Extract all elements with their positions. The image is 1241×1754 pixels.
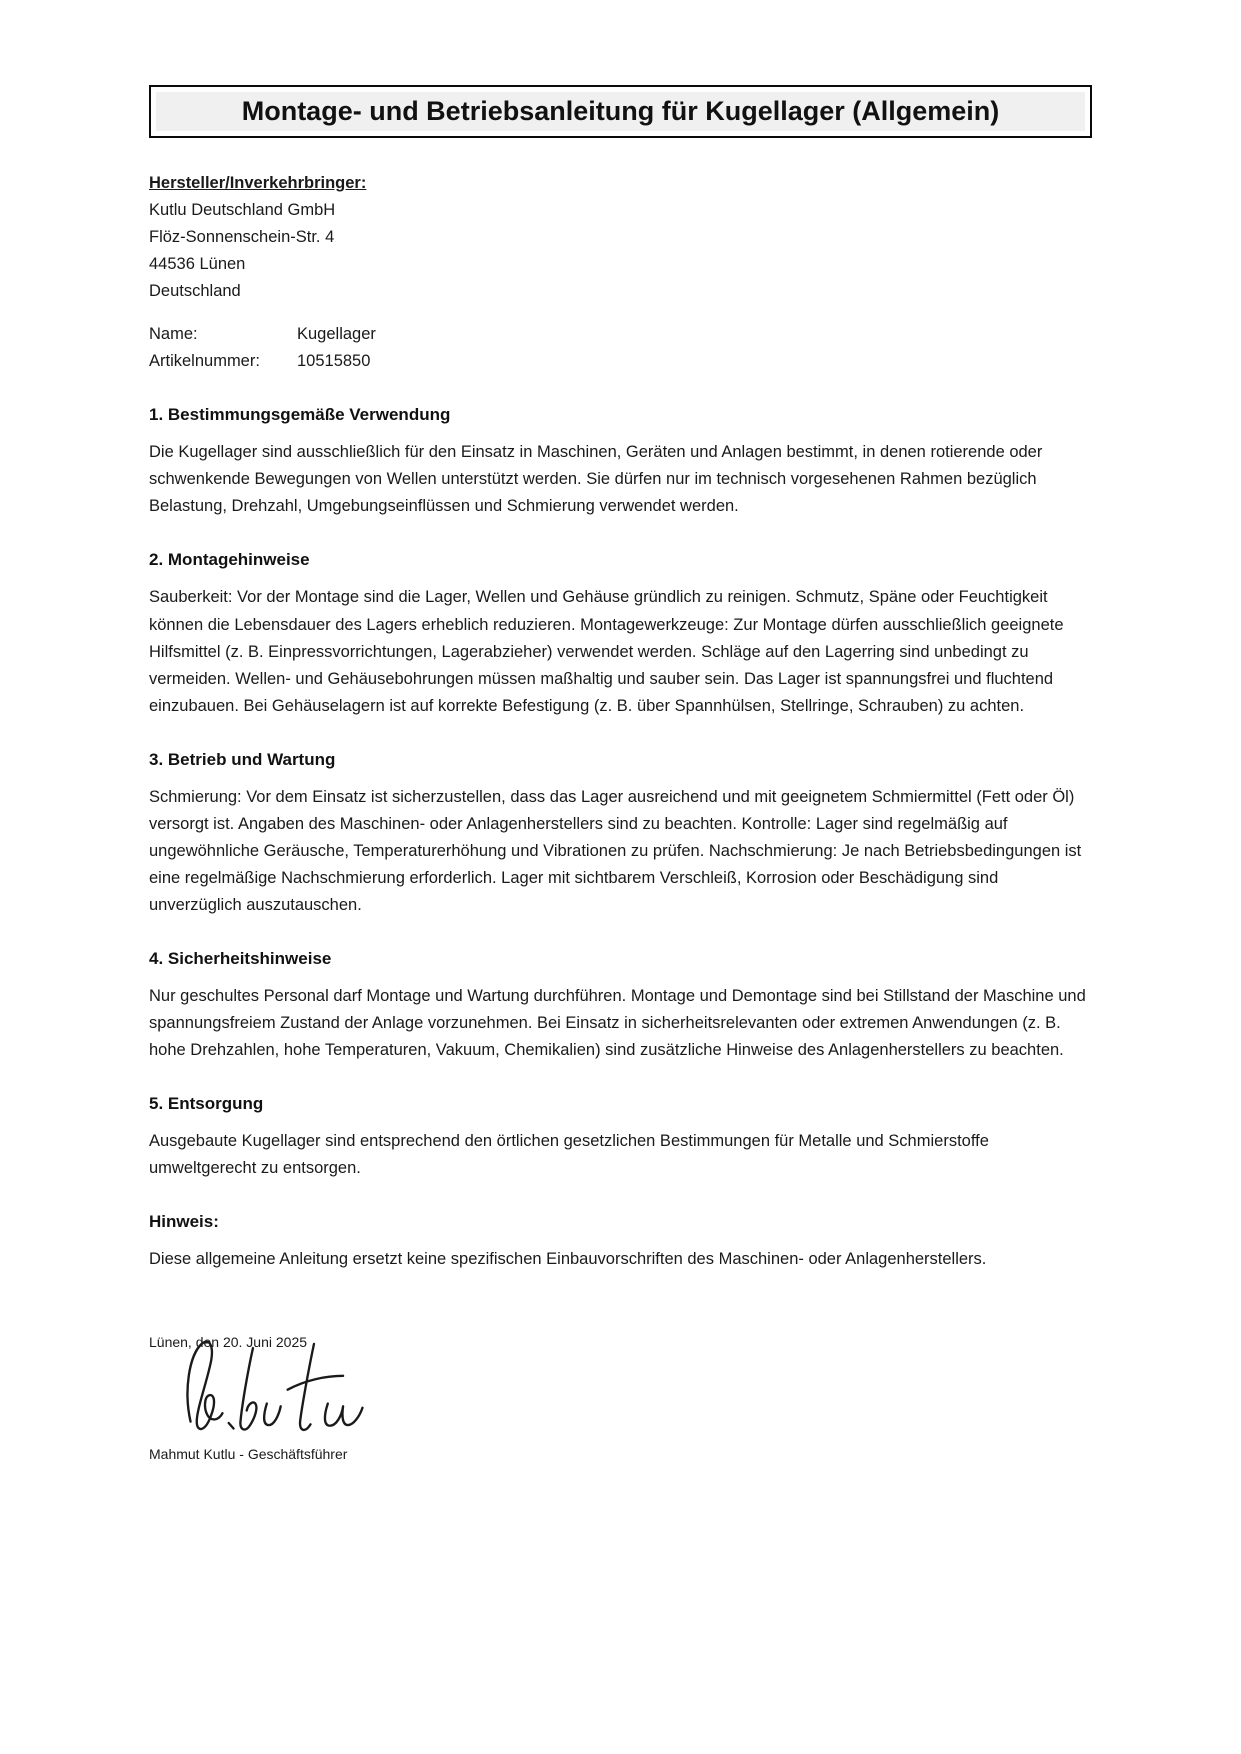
article-number-label: Artikelnummer: bbox=[149, 352, 260, 371]
article-number-value: 10515850 bbox=[297, 352, 371, 371]
product-info bbox=[149, 321, 1092, 375]
section-safety-notes bbox=[149, 949, 1092, 1064]
section-intended-use bbox=[149, 405, 1092, 520]
handwritten-signature bbox=[171, 1337, 1092, 1441]
section-disposal bbox=[149, 1094, 1092, 1182]
manufacturer-block bbox=[149, 170, 1092, 305]
section-intended-use-body: Die Kugellager sind ausschließlich für den Einsatz in Maschinen, Geräten und Anlagen bestimmt, in denen rotierende oder schwenkende Bewegungen von Wellen unterstützt werden. Sie dürfen nur im technisch vorgesehenen Rahmen bezüglich Belastung, Drehzahl, Umgebungseinflüssen und Schmierung verwendet werden. bbox=[149, 443, 1043, 516]
manufacturer-city: 44536 Lünen bbox=[149, 255, 246, 274]
place-and-date: Lünen, den 20. Juni 2025 bbox=[149, 1334, 308, 1351]
section-safety-notes-body: Nur geschultes Personal darf Montage und Wartung durchführen. Montage und Demontage sind bei Stillstand der Maschine und spannungsfreiem Zustand der Anlage vorzunehmen. Bei Einsatz in sicherheitsrelevanten oder extremen Anwendungen (z. B. hohe Drehzahlen, hohe Temperaturen, Vakuum, Chemikalien) sind zusätzliche Hinweise des Anlagenherstellers zu beachten. bbox=[149, 986, 1086, 1060]
section-disposal-body: Ausgebaute Kugellager sind entsprechend den örtlichen gesetzlichen Bestimmungen für Metalle und Schmierstoffe umweltgerecht zu entsorgen. bbox=[149, 1132, 989, 1178]
section-operation-maintenance bbox=[149, 750, 1092, 919]
signature-image bbox=[171, 1337, 407, 1441]
section-mounting-notes-body: Sauberkeit: Vor der Montage sind die Lager, Wellen und Gehäuse gründlich zu reinigen. Schmutz, Späne oder Feuchtigkeit können die Lebensdauer des Lagers erheblich reduzieren. Montagewerkzeuge: Zur Montage dürfen ausschließlich geeignete Hilfsmittel (z. B. Einpressvorrichtungen, Lagerabzieher) verwendet werden. Schläge auf den Lagerring sind unbedingt zu vermeiden. Wellen- und Gehäusebohrungen müssen maßhaltig und sauber sein. Das Lager ist spannungsfrei und fluchtend einzubauen. Bei Gehäuselagern ist auf korrekte Befestigung (z. B. über Spannhülsen, Stellringe, Schrauben) zu achten. bbox=[149, 588, 1064, 715]
section-intended-use-heading: 1. Bestimmungsgemäße Verwendung bbox=[149, 405, 451, 425]
section-mounting-notes bbox=[149, 550, 1092, 719]
product-name-row bbox=[149, 321, 1092, 348]
section-mounting-notes-heading: 2. Montagehinweise bbox=[149, 550, 310, 570]
document-title: Montage- und Betriebsanleitung für Kugellager (Allgemein) bbox=[241, 96, 1000, 126]
product-name-value: Kugellager bbox=[297, 325, 376, 344]
product-name-label: Name: bbox=[149, 325, 198, 344]
manufacturer-heading: Hersteller/Inverkehrbringer: bbox=[149, 174, 367, 192]
article-number-row bbox=[149, 348, 1092, 375]
manufacturer-street: Flöz-Sonnenschein-Str. 4 bbox=[149, 228, 335, 247]
title-box bbox=[149, 85, 1092, 138]
signer-name: Mahmut Kutlu - Geschäftsführer bbox=[149, 1445, 348, 1462]
section-general-note-body: Diese allgemeine Anleitung ersetzt keine spezifischen Einbauvorschriften des Maschinen- oder Anlagenherstellers. bbox=[149, 1250, 987, 1269]
section-general-note-heading: Hinweis: bbox=[149, 1212, 219, 1232]
section-general-note bbox=[149, 1212, 1092, 1273]
signature-block bbox=[149, 1333, 1092, 1464]
section-safety-notes-heading: 4. Sicherheitshinweise bbox=[149, 948, 332, 968]
section-disposal-heading: 5. Entsorgung bbox=[149, 1094, 264, 1114]
manufacturer-company: Kutlu Deutschland GmbH bbox=[149, 201, 336, 220]
section-operation-maintenance-body: Schmierung: Vor dem Einsatz ist sicherzustellen, dass das Lager ausreichend und mit geeignetem Schmiermittel (Fett oder Öl) versorgt ist. Angaben des Maschinen- oder Anlagenherstellers sind zu beachten. Kontrolle: Lager sind regelmäßig auf ungewöhnliche Geräusche, Temperaturerhöhung und Vibrationen zu prüfen. Nachschmierung: Je nach Betriebsbedingungen ist eine regelmäßige Nachschmierung erforderlich. Lager mit sichtbarem Verschleiß, Korrosion oder Beschädigung sind unverzüglich auszutauschen. bbox=[149, 787, 1082, 914]
manufacturer-country: Deutschland bbox=[149, 282, 241, 301]
section-operation-maintenance-heading: 3. Betrieb und Wartung bbox=[149, 749, 336, 769]
title-box-inner bbox=[156, 92, 1085, 131]
